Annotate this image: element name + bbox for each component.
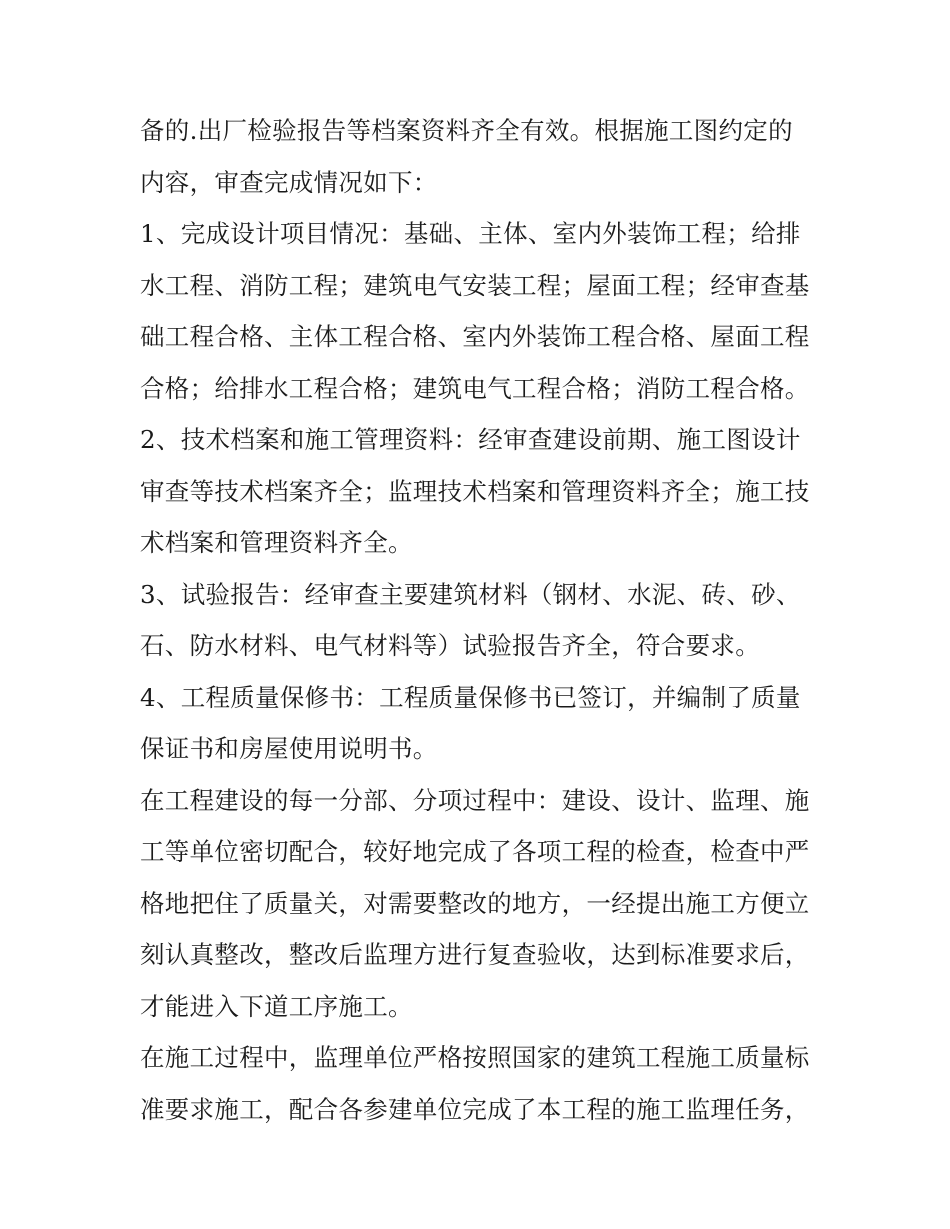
- text-line: 准要求施工，配合各参建单位完成了本工程的施工监理任务，: [140, 1094, 810, 1124]
- document-body: [140, 105, 820, 1135]
- text-line: 在工程建设的每一分部、分项过程中：建设、设计、监理、施: [140, 785, 810, 815]
- text-line: 1、完成设计项目情况：基础、主体、室内外装饰工程；给排: [140, 219, 801, 248]
- text-line: 内容，审查完成情况如下：: [140, 167, 438, 197]
- text-line: 在施工过程中，监理单位严格按照国家的建筑工程施工质量标: [140, 1043, 810, 1072]
- text-line: 3、试验报告：经审查主要建筑材料（钢材、水泥、砖、砂、: [140, 579, 801, 609]
- text-line: 保证书和房屋使用说明书。: [140, 734, 438, 763]
- text-line: 4、工程质量保修书：工程质量保修书已签订，并编制了质量: [140, 682, 801, 712]
- text-line: 术档案和管理资料齐全。: [140, 528, 413, 557]
- text-line: 合格；给排水工程合格；建筑电气工程合格；消防工程合格。: [140, 373, 810, 403]
- text-line: 格地把住了质量关，对需要整改的地方，一经提出施工方便立: [140, 888, 810, 918]
- text-line: 石、防水材料、电气材料等）试验报告齐全，符合要求。: [140, 631, 760, 660]
- text-line: 备的.出厂检验报告等档案资料齐全有效。根据施工图约定的: [140, 116, 793, 145]
- text-line: 刻认真整改，整改后监理方进行复查验收，达到标准要求后，: [140, 940, 810, 969]
- text-line: 审查等技术档案齐全；监理技术档案和管理资料齐全；施工技: [140, 476, 810, 506]
- text-line: 才能进入下道工序施工。: [140, 991, 413, 1021]
- text-line: 水工程、消防工程；建筑电气安装工程；屋面工程；经审查基: [140, 270, 810, 300]
- text-line: 工等单位密切配合，较好地完成了各项工程的检查，检查中严: [140, 837, 810, 866]
- text-line: 础工程合格、主体工程合格、室内外装饰工程合格、屋面工程: [140, 322, 810, 351]
- text-line: 2、技术档案和施工管理资料：经审查建设前期、施工图设计: [140, 425, 801, 454]
